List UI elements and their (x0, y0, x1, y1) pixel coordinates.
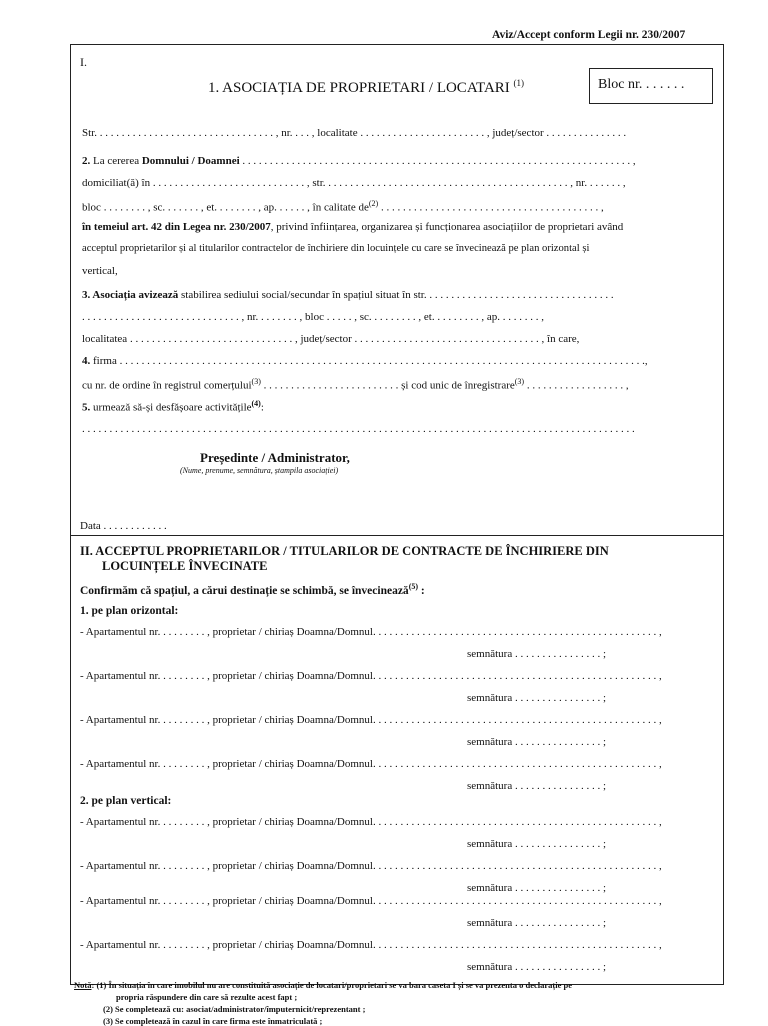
registry-line[interactable] (82, 377, 629, 392)
item-5-number: 5. (82, 401, 91, 414)
section-one-title (208, 78, 524, 97)
president-title: Președinte / Administrator, (200, 450, 350, 465)
registry-text-2: . . . . . . . . . . . . . . . . . . . . . . . . . și cod unic de înregistrare (260, 379, 515, 392)
approval-text: stabilirea sediului social/secundar în spațiul situat în str. . . . . . . . . . . . . . . . . . . . . . . . . . . . . . . . . . . (178, 289, 614, 301)
legal-basis-line-3: vertical, (82, 265, 118, 277)
note-line-3: (3) Se completează în cazul în care firma este înmatriculată ; (103, 1016, 323, 1026)
header-reference: Aviz/Accept conform Legii nr. 230/2007 (492, 29, 686, 41)
section-one-roman: I. (80, 55, 87, 69)
signature-v2[interactable]: semnătura . . . . . . . . . . . . . . . . ; (467, 882, 607, 894)
registry-text-3: . . . . . . . . . . . . . . . . . . , (524, 379, 629, 392)
footnote-ref-2: (2) (368, 199, 379, 208)
note-line-1 (74, 980, 572, 990)
legal-basis-line-2: acceptul proprietarilor și al titularilor contractelor de închiriere din locuințele cu care se învecinează pe plan orizontal și (82, 243, 590, 254)
signature-v4[interactable]: semnătura . . . . . . . . . . . . . . . . ; (467, 961, 607, 973)
signature-h2[interactable]: semnătura . . . . . . . . . . . . . . . . ; (467, 692, 607, 704)
signature-h4[interactable]: semnătura . . . . . . . . . . . . . . . . ; (467, 780, 607, 792)
activities-colon: : (260, 401, 264, 414)
footnote-ref-5: (5) (408, 582, 419, 591)
request-person: Domnului / Doamnei (141, 155, 240, 167)
note-1: : (1) În situația în care imobilul nu are constituită asociație de locatari/proprietari se va bara caseta I și se va prezenta o declarație pe (91, 980, 572, 990)
activities-line[interactable] (82, 399, 264, 414)
item-4-number: 4. (82, 355, 91, 367)
confirm-end: : (418, 584, 425, 597)
request-dots: . . . . . . . . . . . . . . . . . . . . . . . . . . . . . . . . . . . . . . . . . . . . . . . . . . . . . . . . . . . . . . . . . . . . . . . , (239, 155, 636, 167)
bloc-box[interactable] (589, 68, 713, 104)
signature-v3[interactable]: semnătura . . . . . . . . . . . . . . . . ; (467, 917, 607, 929)
apartment-line-v2[interactable]: - Apartamentul nr. . . . . . . . . , proprietar / chiriaș Doamna/Domnul. . . . . . . . . . . . . . . . . . . . . . . . . . . . . . . . . . . . . . . . . . . . . . . . . . . . , (80, 860, 662, 872)
date-field[interactable]: Data . . . . . . . . . . . . (80, 520, 167, 532)
locality-line[interactable]: localitatea . . . . . . . . . . . . . . . . . . . . . . . . . . . . . . , județ/sector . . . . . . . . . . . . . . . . . . . . . . . . . . . . . . . . . . , în care, (82, 333, 580, 345)
apartment-line-h1[interactable]: - Apartamentul nr. . . . . . . . . , proprietar / chiriaș Doamna/Domnul. . . . . . . . . . . . . . . . . . . . . . . . . . . . . . . . . . . . . . . . . . . . . . . . . . . . , (80, 626, 662, 638)
registry-text: cu nr. de ordine în registrul comerțului (82, 379, 252, 392)
approval-bold: 3. Asociația avizează (82, 289, 179, 301)
domicile-line[interactable]: domiciliat(ă) în . . . . . . . . . . . . . . . . . . . . . . . . . . . . , str. . . . . . . . . . . . . . . . . . . . . . . . . . . . . . . . . . . . . . . . . . . . . , nr. . . . . . . , (82, 177, 626, 189)
confirm-line (80, 582, 425, 597)
street-line[interactable]: Str. . . . . . . . . . . . . . . . . . . . . . . . . . . . . . . . . , nr. . . . , localitate . . . . . . . . . . . . . . . . . . . . . . . , județ/sector . . . . . . . . . . . . . . . (82, 127, 627, 139)
note-line-1b: propria răspundere din care să rezulte acest fapt ; (116, 992, 298, 1002)
apartment-line-v4[interactable]: - Apartamentul nr. . . . . . . . . , proprietar / chiriaș Doamna/Domnul. . . . . . . . . . . . . . . . . . . . . . . . . . . . . . . . . . . . . . . . . . . . . . . . . . . . , (80, 939, 662, 951)
note-line-2: (2) Se completează cu: asociat/administrator/împuternicit/reprezentant ; (103, 1004, 366, 1014)
legal-basis-text: , privind înființarea, organizarea și funcționarea asociațiilor de proprietari având (270, 221, 624, 233)
signature-h1[interactable]: semnătura . . . . . . . . . . . . . . . . ; (467, 648, 607, 660)
activities-dots[interactable]: . . . . . . . . . . . . . . . . . . . . . . . . . . . . . . . . . . . . . . . . . . . . . . . . . . . . . . . . . . . . . . . . . . . . . . . . . . . . . . . . . . . . . . . . . . . . . . . . . . . . . (82, 423, 635, 435)
apartment-line-v1[interactable]: - Apartamentul nr. . . . . . . . . , proprietar / chiriaș Doamna/Domnul. . . . . . . . . . . . . . . . . . . . . . . . . . . . . . . . . . . . . . . . . . . . . . . . . . . . , (80, 816, 662, 828)
section-two-title: II. ACCEPTUL PROPRIETARILOR / TITULARILOR DE CONTRACTE DE ÎNCHIRIERE DIN (80, 544, 609, 558)
confirm-text: Confirmăm că spațiul, a cărui destinație se schimbă, se învecinează (80, 584, 409, 597)
legal-basis-line (82, 221, 623, 233)
signature-v1[interactable]: semnătura . . . . . . . . . . . . . . . . ; (467, 838, 607, 850)
footnote-ref-3b: (3) (514, 377, 525, 386)
footnote-ref-3a: (3) (251, 377, 261, 386)
vertical-heading: 2. pe plan vertical: (80, 795, 172, 807)
footnote-ref-1: (1) (513, 78, 525, 88)
bloc-line-end: . . . . . . . . . . . . . . . . . . . . . . . . . . . . . . . . . . . . . . . . , (378, 201, 604, 214)
activities-text: urmează să-și desfășoare activitățile (90, 401, 252, 414)
legal-basis-bold: în temeiul art. 42 din Legea nr. 230/2007 (82, 221, 271, 233)
section-one-title-text: 1. ASOCIAȚIA DE PROPRIETARI / LOCATARI (208, 80, 510, 96)
company-line[interactable] (82, 355, 648, 367)
company-text: firma . . . . . . . . . . . . . . . . . . . . . . . . . . . . . . . . . . . . . . . . . . . . . . . . . . . . . . . . . . . . . . . . . . . . . . . . . . . . . . . . . . . . . . . . . . . . . . . ., (90, 355, 648, 367)
signature-h3[interactable]: semnătura . . . . . . . . . . . . . . . . ; (467, 736, 607, 748)
approval-line[interactable] (82, 289, 614, 301)
apartment-line-v3[interactable]: - Apartamentul nr. . . . . . . . . , proprietar / chiriaș Doamna/Domnul. . . . . . . . . . . . . . . . . . . . . . . . . . . . . . . . . . . . . . . . . . . . . . . . . . . . , (80, 895, 662, 907)
apartment-line-h2[interactable]: - Apartamentul nr. . . . . . . . . , proprietar / chiriaș Doamna/Domnul. . . . . . . . . . . . . . . . . . . . . . . . . . . . . . . . . . . . . . . . . . . . . . . . . . . . , (80, 670, 662, 682)
item-2-number: 2. (82, 155, 91, 167)
apartment-line-h4[interactable]: - Apartamentul nr. . . . . . . . . , proprietar / chiriaș Doamna/Domnul. . . . . . . . . . . . . . . . . . . . . . . . . . . . . . . . . . . . . . . . . . . . . . . . . . . . , (80, 758, 662, 770)
request-line[interactable] (82, 155, 636, 167)
bloc-line[interactable] (82, 199, 604, 214)
horizontal-heading: 1. pe plan orizontal: (80, 605, 179, 617)
section-two-title-2: LOCUINȚELE ÎNVECINATE (102, 559, 268, 573)
president-subtitle: (Nume, prenume, semnătura, ștampila asociației) (180, 466, 339, 475)
note-label: Notă (74, 980, 92, 990)
bloc-number-field: Bloc nr. . . . . . . (598, 77, 685, 92)
request-text: La cererea (90, 155, 142, 167)
address-line[interactable]: . . . . . . . . . . . . . . . . . . . . . . . . . . . . . , nr. . . . . . . . , bloc . . . . . , sc. . . . . . . . . , et. . . . . . . . . , ap. . . . . . . . , (82, 311, 544, 323)
bloc-line-text: bloc . . . . . . . . , sc. . . . . . . , et. . . . . . . . , ap. . . . . . , în calitate de (82, 201, 369, 214)
footnote-ref-4: (4) (251, 399, 261, 408)
apartment-line-h3[interactable]: - Apartamentul nr. . . . . . . . . , proprietar / chiriaș Doamna/Domnul. . . . . . . . . . . . . . . . . . . . . . . . . . . . . . . . . . . . . . . . . . . . . . . . . . . . , (80, 714, 662, 726)
